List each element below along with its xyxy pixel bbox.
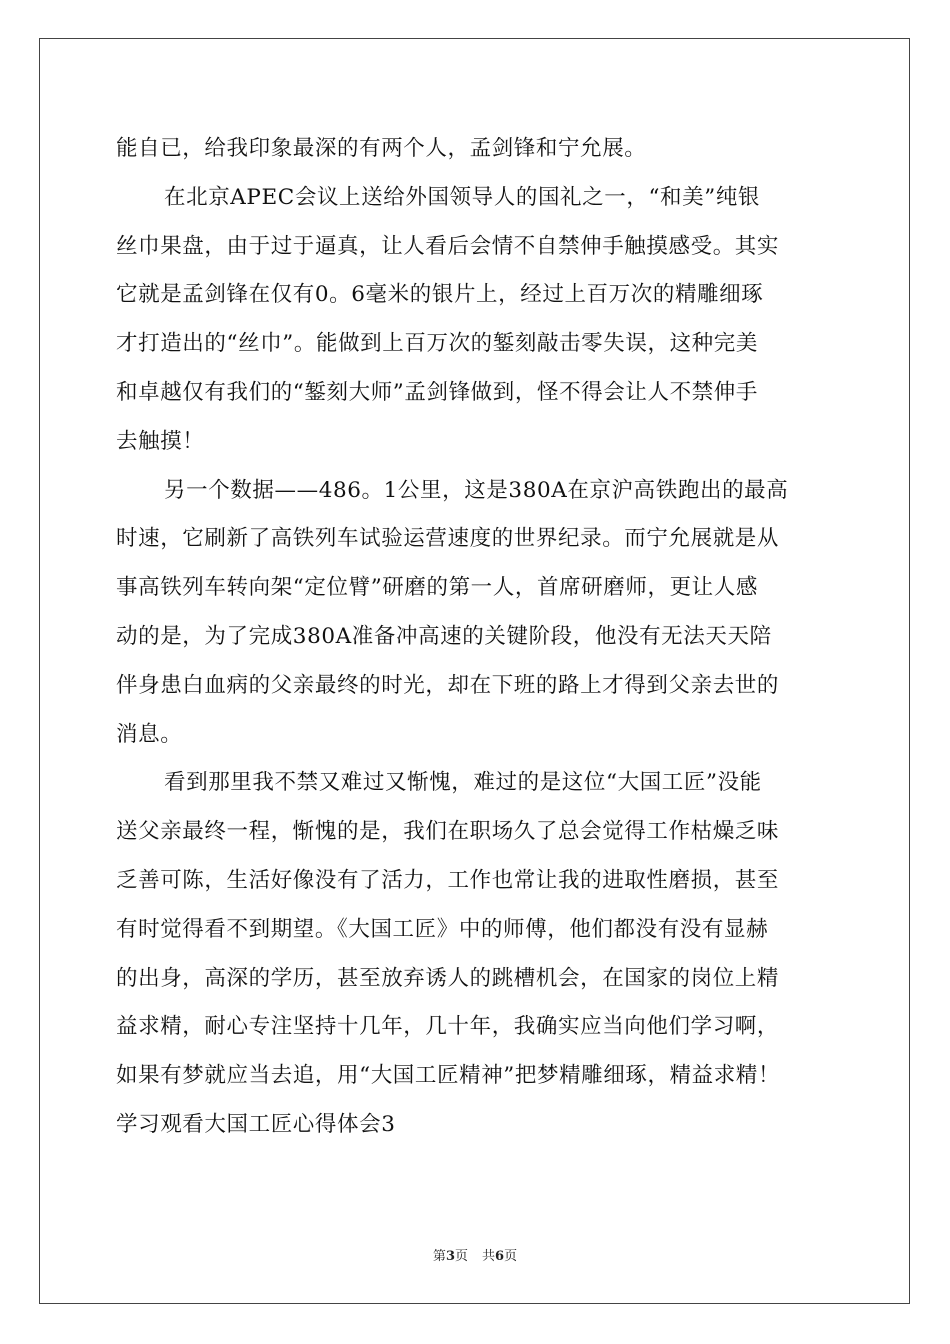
text-line: 事高铁列车转向架“定位臂”研磨的第一人，首席研磨师，更让人感: [116, 575, 758, 601]
text-line: 伴身患白血病的父亲最终的时光，却在下班的路上才得到父亲去世的: [116, 672, 780, 698]
total-prefix: 共: [482, 1249, 496, 1264]
total-page-number: 6: [495, 1249, 505, 1264]
page-unit: 页: [454, 1249, 468, 1264]
text-line: 时速，它刷新了高铁列车试验运营速度的世界纪录。而宁允展就是从: [116, 526, 780, 552]
current-page-number: 3: [445, 1249, 455, 1264]
text-line: 消息。: [116, 721, 183, 747]
text-line: 动的是，为了完成380A准备冲高速的关键阶段，他没有无法天天陪: [116, 623, 772, 649]
document-body: [116, 125, 836, 1150]
text-line: 的出身，高深的学历，甚至放弃诱人的跳槽机会，在国家的岗位上精: [116, 965, 780, 991]
text-line: 有时觉得看不到期望。《大国工匠》中的师傅，他们都没有没有显赫: [116, 916, 769, 942]
text-line: 益求精，耐心专注坚持十几年，几十年，我确实应当向他们学习啊，: [116, 1014, 780, 1040]
text-line: 乏善可陈，生活好像没有了活力，工作也常让我的进取性磨损，甚至: [116, 867, 780, 893]
text-line: 才打造出的“丝巾”。能做到上百万次的錾刻敲击零失误，这种完美: [116, 331, 758, 357]
text-line: 丝巾果盘，由于过于逼真，让人看后会情不自禁伸手触摸感受。其实: [116, 233, 780, 259]
text-line: 它就是孟剑锋在仅有0。6毫米的银片上，经过上百万次的精雕细琢: [116, 282, 764, 308]
text-line: 能自已，给我印象最深的有两个人，孟剑锋和宁允展。: [116, 136, 647, 161]
paragraph-start-line: 在北京APEC会议上送给外国领导人的国礼之一，“和美”纯银: [164, 184, 761, 210]
paragraph-start-line: 看到那里我不禁又难过又惭愧，难过的是这位“大国工匠”没能: [164, 770, 762, 796]
page-prefix: 第: [432, 1249, 446, 1264]
paragraph-start-line: 另一个数据——486。1公里，这是380A在京沪高铁跑出的最高: [164, 477, 789, 503]
total-unit: 页: [504, 1249, 518, 1264]
text-line: 去触摸！: [116, 428, 205, 454]
page-footer: [0, 1245, 950, 1264]
text-line: 如果有梦就应当去追，用“大国工匠精神”把梦精雕细琢，精益求精！: [116, 1063, 781, 1089]
text-line: 和卓越仅有我们的“錾刻大师”孟剑锋做到，怪不得会让人不禁伸手: [116, 379, 758, 405]
section-heading: 学习观看大国工匠心得体会3: [116, 1111, 396, 1137]
text-line: 送父亲最终一程，惭愧的是，我们在职场久了总会觉得工作枯燥乏味: [116, 819, 780, 845]
